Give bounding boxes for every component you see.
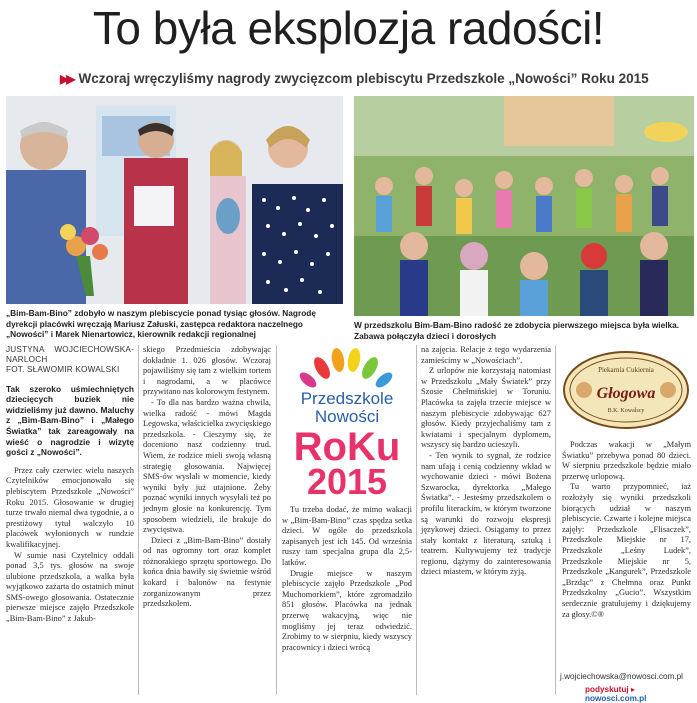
article-lead: Tak szeroko uśmiechniętych dziecięcych buziek nie widzieliśmy już dawno. Maluchy z „Bim-Bam-Bino” i „Małego Światka” tak zareagowały na wieść o nagrodzie i wizytę gości z „Nowości”. xyxy=(6,383,134,458)
paragraph: Drugie miejsce w naszym plebiscycie zajęło Przedszkole „Pod Muchomorkiem”, które zgromadziło 851 głosów. Placówka na jednak przerwę wakacyjną, więc nie mogliśmy jej teraz odwiedzić. Zrobimy to w sierpniu, kiedy wszyscy pracownicy i dzieci wrócą xyxy=(282,568,412,652)
article-column-4 xyxy=(421,345,551,578)
bakery-name: Głogowa xyxy=(596,385,656,402)
paragraph: Podczas wakacji w „Małym Światku” przebywa ponad 80 dzieci. W sierpniu przedszkole będzie miało przerwę urlopową. xyxy=(562,440,691,481)
children-celebrating-illustration xyxy=(354,96,694,316)
paragraph: Tu trzeba dodać, że mimo wakacji w „Bim-Bam-Bino” czas spędza setka dzieci. W ogóle do przedszkola zapisanych jest ich 145. Od września ruszy tam specjalna grupa dla 2,5-latków. xyxy=(282,505,412,567)
subhead-text: Wczoraj wręczyliśmy nagrody zwycięzcom plebiscytu Przedszkole „Nowości” Roku 2015 xyxy=(78,71,649,86)
article-column-2 xyxy=(143,345,271,610)
article-column-5 xyxy=(562,440,691,620)
photo-award-ceremony xyxy=(6,96,343,304)
photo-right-caption: W przedszkolu Bim-Bam-Bino radość ze zdobycia pierwszego miejsca była wielka. Zabawa połączyła dzieci i dorosłych xyxy=(354,320,680,341)
paragraph: Dzieci z „Bim-Bam-Bino” dostały od nas ogromny tort oraz komplet różnorakiego sprzętu sportowego. Do końca dnia bawiły się świetnie wśród kokard i balonów na festynie zorganizowanym przez przedszkolem. xyxy=(143,535,271,609)
cake-icon xyxy=(660,382,676,398)
flower-petals-icon xyxy=(297,348,395,390)
discuss-label[interactable]: podyskutuj xyxy=(585,685,629,694)
article-column-1 xyxy=(6,345,134,625)
logo-line1: Przedszkole xyxy=(300,389,394,408)
bakery-top: Piekarnia Cukiernia xyxy=(598,366,654,374)
paragraph: na zajęcia. Relacje z tego wydarzenia zamieścimy w „Nowościach”. xyxy=(421,345,551,365)
column-divider xyxy=(138,345,139,695)
logo-year: 2015 xyxy=(306,461,388,498)
headline: To była eksplozja radości! xyxy=(92,2,605,54)
paragraph: - Ten wynik to sygnał, że rodzice nam ufają i cenią codzienny wkład w wychowanie dzieci - mówi Bożena Szwarocka, dyrektorka „Małego Światka”. - Jesteśmy przedszkolem o profilu literackim, w którym tworzone są warunki do rozwoju ekspresji językowej dzieci. Osiągamy to przez stały kontakt z literaturą, sztuką i teatrem. Kultywujemy też tradycje regionu, dążymy do zainteresowania dzieci miastem, w którym żyją. xyxy=(421,450,551,577)
column-divider xyxy=(276,345,277,695)
author-email[interactable]: j.wojciechowska@nowosci.com.pl xyxy=(560,672,683,681)
bakery-ad xyxy=(562,350,690,430)
przedszkole-nowosci-logo xyxy=(282,348,412,498)
column-divider xyxy=(416,345,417,695)
logo-graphic xyxy=(282,348,412,498)
subhead xyxy=(60,70,649,88)
photo-children-celebrating xyxy=(354,96,694,316)
article-column-3 xyxy=(282,505,412,653)
paragraph: W sumie nasi Czytelnicy oddali ponad 3,5 tys. głosów na swoje ulubione przedszkola, a walka była wyjątkowo zażarta do ostatnich minut SMS-owego głosowania. Ostatecznie pierwsze miejsce zajęło Przedszkole „Bim-Bam-Bino” z Jakub- xyxy=(6,550,134,624)
separator-icon: ▸ xyxy=(630,685,636,694)
bakery-sub: B.K. Kowalscy xyxy=(607,408,645,414)
column-divider xyxy=(555,345,556,695)
paragraph: - To dla nas bardzo ważna chwila, wielka radość - mówi Magda Legowska, właścicielka zwycięskiego przedszkola. - Cieszymy się, że doceniono nasz codzienny trud. Wiem, że rodzice mieli swoją własną strategię głosowania. Najwięcej SMS-ów wysłali w momencie, kiedy wyniki były już utajnione. Żeby poznać wyniki innych wysyłali też po jednym głosie na konkurencję. Tym sposobem wiedzieli, ile brakuje do zwycięstwa. xyxy=(143,397,271,535)
bakery-logo xyxy=(562,350,690,430)
double-arrow-icon: ▶▶ xyxy=(60,72,73,86)
paragraph: Z urlopów nie korzystają natomiast w Przedszkolu „Mały Światek” przy Szosie Chełmińskiej w Toruniu. Placówka ta zajęła trzecie miejsce w naszym plebiscycie zdobywając 627 głosów. Kiedy przyjechaliśmy tam z kwiatami i specjalnym dyplomem, wszyscy się bardzo ucieszyli. xyxy=(421,366,551,450)
logo-line2: Nowości xyxy=(314,407,380,426)
byline-author: JUSTYNA WOJCIECHOWSKA-NARLOCH xyxy=(6,345,134,365)
bread-icon xyxy=(576,382,592,398)
award-ceremony-illustration xyxy=(6,96,343,304)
byline-photo: FOT. SŁAWOMIR KOWALSKI xyxy=(6,365,120,375)
photo-left-caption: „Bim-Bam-Bino” zdobyło w naszym plebiscycie ponad tysiąc głosów. Nagrodę dyrekcji placówki wręczają Mariusz Załuski, zastępca redaktora naczelnego „Nowości” i Marek Nienartowicz, kierownik redakcji regionalnej xyxy=(6,308,316,339)
paragraph: Przez cały czerwiec wielu naszych Czytelników emocjonowało się plebiscytem Przedszkole „Nowości” Roku 2015. Głosowanie w drugiej turze trwało niemal dwa tygodnie, a o prestiżowy tytuł walczyło 10 placówek wyłonionych w rundzie kwalifikacyjnej. xyxy=(6,465,134,549)
footer-share[interactable] xyxy=(585,684,697,703)
paragraph: skiego Przedmieścia zdobywając dokładnie 1. 026 głosów. Wczoraj pojawiliśmy się tam z wielkim tortem i nagrodami, a w placówce przywitano nas kolorowym festynem. xyxy=(143,345,271,397)
site-link[interactable]: nowosci.com.pl xyxy=(585,694,647,703)
logo-roku: RoKu xyxy=(293,425,401,469)
paragraph: Tu warto przypomnieć, iaż rozłożyły się wyniki przedszkoli biorących udział w naszym plebiscycie. Czwarte i kolejne miejsca zajęły: Przedszkole „Flisaczek”, Przedszkole Miejskie nr 17, Przedszkole „Leśny Ludek”, Przedszkole Miejskie nr 5, Przedszkole „Kangurek”, Przedszkole „Brzdąc” z Chełmna oraz Punkt Przedszkolny „Gucio”. Wszystkim serdecznie gratulujemy i dziękujemy za głosy.©® xyxy=(562,482,691,619)
